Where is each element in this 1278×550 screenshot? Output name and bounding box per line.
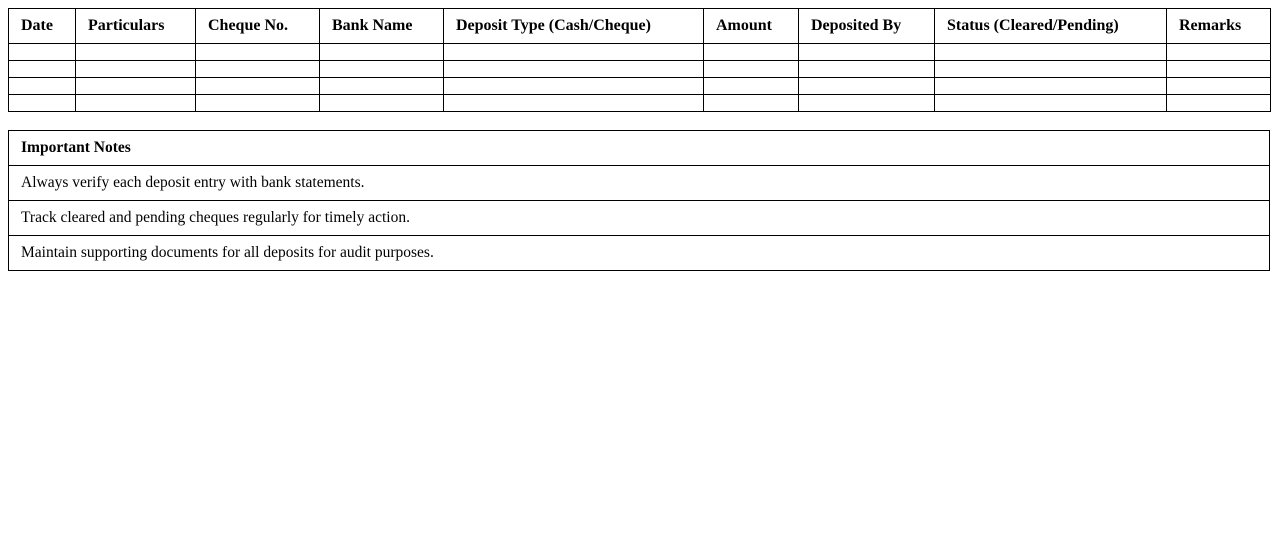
column-header-date: Date xyxy=(9,9,76,44)
column-header-amount: Amount xyxy=(704,9,799,44)
table-cell xyxy=(1167,95,1271,112)
deposit-table-body xyxy=(9,44,1271,112)
table-cell xyxy=(320,61,444,78)
table-cell xyxy=(799,95,935,112)
table-cell xyxy=(76,78,196,95)
notes-body xyxy=(9,166,1270,271)
column-header-remarks: Remarks xyxy=(1167,9,1271,44)
table-cell xyxy=(320,78,444,95)
table-cell xyxy=(9,44,76,61)
table-cell xyxy=(9,78,76,95)
table-cell xyxy=(444,78,704,95)
table-cell xyxy=(196,61,320,78)
important-notes-table xyxy=(8,130,1270,271)
column-header-deposited-by: Deposited By xyxy=(799,9,935,44)
deposit-register-table xyxy=(8,8,1271,112)
column-header-cheque-no: Cheque No. xyxy=(196,9,320,44)
table-cell xyxy=(935,95,1167,112)
table-cell xyxy=(1167,61,1271,78)
header-row xyxy=(9,9,1271,44)
note-row xyxy=(9,166,1270,201)
table-cell xyxy=(704,44,799,61)
note-row xyxy=(9,201,1270,236)
table-cell xyxy=(704,95,799,112)
table-cell xyxy=(444,95,704,112)
table-row xyxy=(9,44,1271,61)
table-cell xyxy=(9,95,76,112)
table-cell xyxy=(320,95,444,112)
column-header-deposit-type: Deposit Type (Cash/Cheque) xyxy=(444,9,704,44)
table-cell xyxy=(799,61,935,78)
table-cell xyxy=(935,61,1167,78)
table-cell xyxy=(320,44,444,61)
table-cell xyxy=(76,61,196,78)
table-row xyxy=(9,78,1271,95)
column-header-bank-name: Bank Name xyxy=(320,9,444,44)
column-header-particulars: Particulars xyxy=(76,9,196,44)
table-cell xyxy=(1167,44,1271,61)
table-cell xyxy=(799,44,935,61)
table-cell xyxy=(704,78,799,95)
table-cell xyxy=(9,61,76,78)
deposit-table-header xyxy=(9,9,1271,44)
note-text: Always verify each deposit entry with bank statements. xyxy=(9,166,1270,201)
table-cell xyxy=(76,95,196,112)
table-cell xyxy=(444,44,704,61)
table-cell xyxy=(444,61,704,78)
table-cell xyxy=(935,78,1167,95)
table-cell xyxy=(196,95,320,112)
table-cell xyxy=(196,44,320,61)
table-cell xyxy=(196,78,320,95)
notes-title-row xyxy=(9,131,1270,166)
notes-title: Important Notes xyxy=(9,131,1270,166)
column-header-status: Status (Cleared/Pending) xyxy=(935,9,1167,44)
notes-header xyxy=(9,131,1270,166)
note-row xyxy=(9,236,1270,271)
table-row xyxy=(9,61,1271,78)
note-text: Maintain supporting documents for all deposits for audit purposes. xyxy=(9,236,1270,271)
table-cell xyxy=(76,44,196,61)
table-cell xyxy=(799,78,935,95)
note-text: Track cleared and pending cheques regularly for timely action. xyxy=(9,201,1270,236)
table-cell xyxy=(1167,78,1271,95)
table-row xyxy=(9,95,1271,112)
table-cell xyxy=(704,61,799,78)
table-cell xyxy=(935,44,1167,61)
